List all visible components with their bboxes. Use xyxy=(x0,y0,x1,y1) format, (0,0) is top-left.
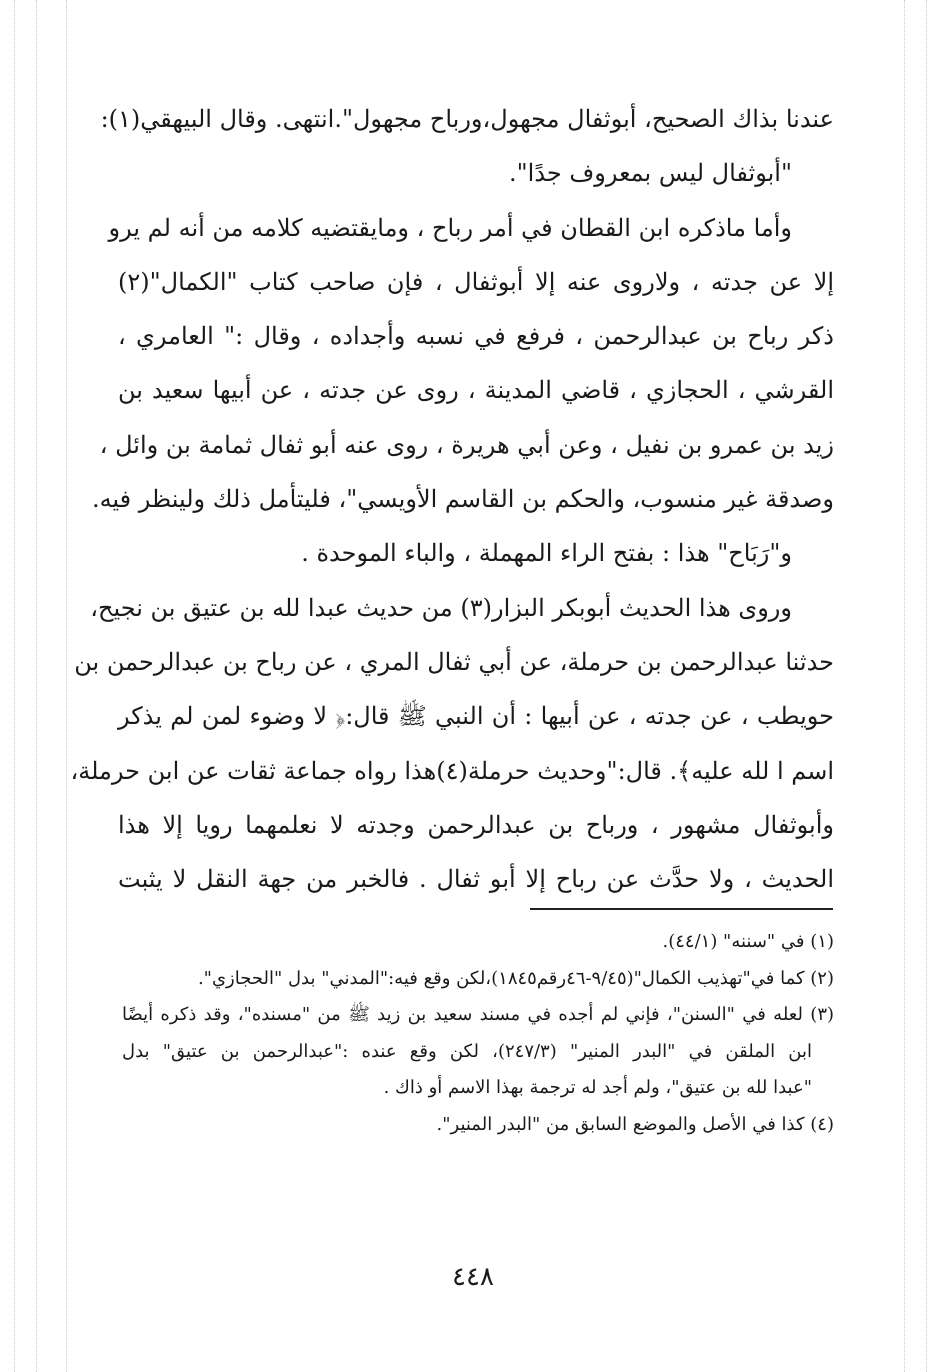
body-line: وأبوثفال مشهور ، ورباح بن عبدالرحمن وجدته لا نعلمهما رويا إلا هذا xyxy=(118,810,834,839)
scan-edge-mark xyxy=(926,0,927,1372)
body-line: حويطب ، عن جدته ، عن أبيها : أن النبي ﷺ قال:﴿ لا وضوء لمن لم يذكر xyxy=(118,702,834,731)
scan-edge-mark xyxy=(14,0,15,1372)
main-text-body xyxy=(70,92,834,906)
footnote-3-continued: ابن الملقن في "البدر المنير" (٢٤٧/٣)، لكن وقع عنده :"عبدالرحمن بن عتيق" بدل xyxy=(122,1040,812,1062)
footnotes xyxy=(122,924,834,1144)
body-line: و"رَبَاح" هذا : بفتح الراء المهملة ، والباء الموحدة . xyxy=(301,539,792,568)
body-line: زيد بن عمرو بن نفيل ، وعن أبي هريرة ، روى عنه أبو ثفال ثمامة بن وائل ، xyxy=(99,430,834,459)
scan-edge-mark xyxy=(36,0,37,1372)
body-line: حدثنا عبدالرحمن بن حرملة، عن أبي ثفال المري ، عن رباح بن عبدالرحمن بن xyxy=(74,647,834,676)
footnote-4: (٤) كذا في الأصل والموضع السابق من "البدر المنير". xyxy=(436,1113,834,1135)
body-line: "أبوثفال ليس بمعروف جدًا". xyxy=(508,159,792,188)
body-line: وأما ماذكره ابن القطان في أمر رباح ، ومايقتضيه كلامه من أنه لم يرو xyxy=(108,213,792,242)
body-line: وصدقة غير منسوب، والحكم بن القاسم الأويسي"، فليتأمل ذلك ولينظر فيه. xyxy=(91,485,834,514)
footnote-2: (٢) كما في"تهذيب الكمال"(٩/٤٥-٤٦رقم١٨٤٥)،لكن وقع فيه:"المدني" بدل "الحجازي". xyxy=(197,967,834,989)
body-line: وروى هذا الحديث أبوبكر البزار(٣) من حديث عبدا لله بن عتيق بن نجيح، xyxy=(90,593,792,622)
body-line: القرشي ، الحجازي ، قاضي المدينة ، روى عن جدته ، عن أبيها سعيد بن xyxy=(118,376,834,405)
scan-edge-mark xyxy=(904,0,905,1372)
body-line: ذكر رباح بن عبدالرحمن ، فرفع في نسبه وأجداده ، وقال :" العامري ، xyxy=(118,322,834,351)
footnote-3-continued: "عبدا لله بن عتيق"، ولم أجد له ترجمة بهذا الاسم أو ذاك . xyxy=(383,1077,812,1099)
footnote-3: (٣) لعله في "السنن"، فإني لم أجده في مسند سعيد بن زيد ﷺ من "مسنده"، وقد ذكره أيضًا xyxy=(122,1004,835,1026)
body-line: عندنا بذاك الصحيح، أبوثفال مجهول،ورباح مجهول".انتهى. وقال البيهقي(١): xyxy=(100,105,834,133)
body-line: إلا عن جدته ، ولاروى عنه إلا أبوثفال ، فإن صاحب كتاب "الكمال"(٢) xyxy=(118,267,834,296)
footnote-1: (١) في "سننه" (٤٤/١). xyxy=(662,931,834,952)
footnote-separator xyxy=(530,908,833,910)
page-number: ٤٤٨ xyxy=(452,1262,494,1292)
body-line: الحديث ، ولا حدَّث عن رباح إلا أبو ثفال . فالخبر من جهة النقل لا يثبت xyxy=(118,865,834,894)
body-line: اسم ا لله عليه﴾. قال:"وحديث حرملة(٤)هذا رواه جماعة ثقات عن ابن حرملة، xyxy=(70,756,834,785)
scan-edge-mark xyxy=(66,0,67,1372)
